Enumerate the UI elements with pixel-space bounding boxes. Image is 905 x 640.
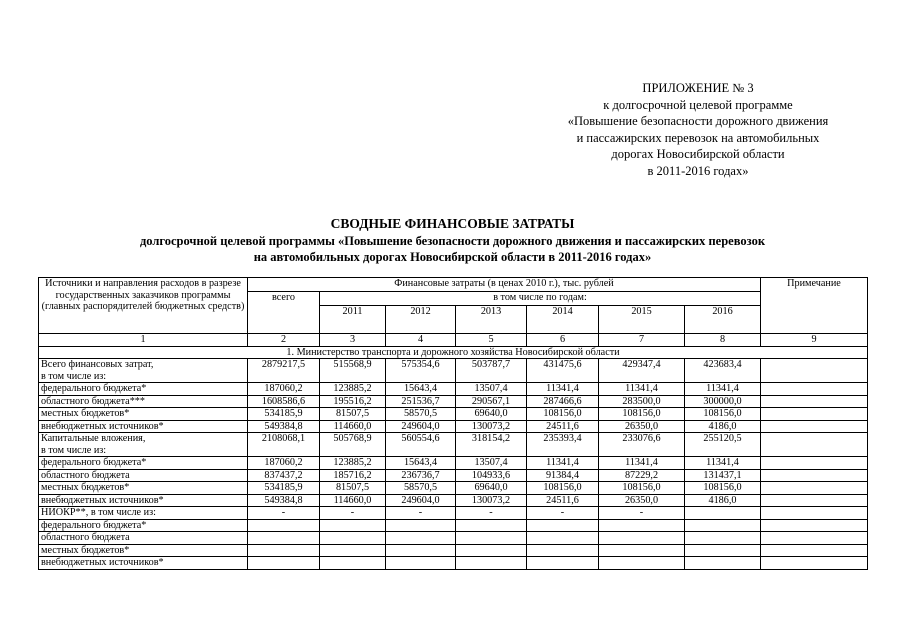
- header-total: всего: [248, 292, 320, 334]
- row-label-text: областного бюджета***: [41, 395, 145, 407]
- value-year: 131437,1: [685, 469, 761, 482]
- appendix-line: к долгосрочной целевой программе: [603, 97, 793, 112]
- column-number: 7: [599, 334, 685, 347]
- column-number: 3: [320, 334, 386, 347]
- value-year: [599, 519, 685, 532]
- row-note: [761, 557, 868, 570]
- row-label: [39, 469, 248, 482]
- section-heading: 1. Министерство транспорта и дорожного хозяйства Новосибирской области: [39, 346, 868, 359]
- row-label: [39, 408, 248, 421]
- header-note: Примечание: [761, 278, 868, 334]
- value-year: 87229,2: [599, 469, 685, 482]
- table-row: [39, 544, 868, 557]
- value-year: 575354,6: [386, 359, 456, 383]
- column-number: 6: [527, 334, 599, 347]
- value-year: 185716,2: [320, 469, 386, 482]
- value-year: 429347,4: [599, 359, 685, 383]
- header-year: 2012: [386, 306, 456, 334]
- row-label: [39, 494, 248, 507]
- value-year: 123885,2: [320, 383, 386, 396]
- value-year: 287466,6: [527, 395, 599, 408]
- column-number: 5: [456, 334, 527, 347]
- row-label-text: областного бюджета: [41, 532, 130, 543]
- value-year: [386, 519, 456, 532]
- table-row: [39, 557, 868, 570]
- header-year: 2014: [527, 306, 599, 334]
- value-year: 233076,6: [599, 433, 685, 457]
- header-sources: Источники и направления расходов в разрезе государственных заказчиков программы (главных распорядителей бюджетных средств): [39, 278, 248, 334]
- value-year: 318154,2: [456, 433, 527, 457]
- value-year: [456, 532, 527, 545]
- row-label-subtext: в том числе из:: [41, 370, 107, 382]
- value-year: 108156,0: [599, 482, 685, 495]
- value-year: [386, 557, 456, 570]
- value-year: 114660,0: [320, 420, 386, 433]
- value-total: 549384,8: [248, 420, 320, 433]
- value-year: [320, 532, 386, 545]
- row-note: [761, 408, 868, 421]
- value-total: [248, 544, 320, 557]
- table-row: [39, 359, 868, 383]
- row-note: [761, 482, 868, 495]
- value-year: 58570,5: [386, 408, 456, 421]
- value-year: 26350,0: [599, 420, 685, 433]
- value-year: 11341,4: [685, 383, 761, 396]
- value-year: [685, 544, 761, 557]
- value-year: [685, 532, 761, 545]
- table-row: [39, 383, 868, 396]
- column-number: 1: [39, 334, 248, 347]
- header-year: 2013: [456, 306, 527, 334]
- row-label-text: областного бюджета: [41, 469, 130, 481]
- header-by-years: в том числе по годам:: [320, 292, 761, 306]
- column-number: 2: [248, 334, 320, 347]
- appendix-line: и пассажирских перевозок на автомобильных: [576, 130, 820, 145]
- table-row: [39, 519, 868, 532]
- value-total: 187060,2: [248, 457, 320, 470]
- appendix-line: ПРИЛОЖЕНИЕ № 3: [642, 81, 754, 95]
- table-row: [39, 420, 868, 433]
- value-total: 1608586,6: [248, 395, 320, 408]
- value-total: [248, 519, 320, 532]
- value-year: [527, 557, 599, 570]
- table-row: [39, 395, 868, 408]
- value-year: 515568,9: [320, 359, 386, 383]
- value-year: 251536,7: [386, 395, 456, 408]
- value-year: 249604,0: [386, 494, 456, 507]
- value-total: -: [248, 507, 320, 520]
- row-label-text: Капитальные вложения,: [41, 433, 146, 444]
- value-total: 2108068,1: [248, 433, 320, 457]
- row-note: [761, 469, 868, 482]
- appendix-line: в 2011-2016 годах»: [647, 163, 749, 178]
- value-total: 837437,2: [248, 469, 320, 482]
- value-year: 108156,0: [599, 408, 685, 421]
- row-label: [39, 557, 248, 570]
- value-year: 11341,4: [685, 457, 761, 470]
- row-label: [39, 359, 248, 383]
- table-row: [39, 507, 868, 520]
- column-number: 4: [386, 334, 456, 347]
- value-year: 503787,7: [456, 359, 527, 383]
- value-total: [248, 557, 320, 570]
- row-note: [761, 544, 868, 557]
- value-year: 108156,0: [527, 408, 599, 421]
- table-row: [39, 494, 868, 507]
- row-label: [39, 433, 248, 457]
- value-year: 431475,6: [527, 359, 599, 383]
- value-year: 69640,0: [456, 482, 527, 495]
- row-note: [761, 420, 868, 433]
- value-year: 108156,0: [685, 482, 761, 495]
- row-note: [761, 494, 868, 507]
- row-label-text: местных бюджетов*: [41, 482, 130, 493]
- value-year: 24511,6: [527, 494, 599, 507]
- row-label: [39, 532, 248, 545]
- row-note: [761, 519, 868, 532]
- value-year: -: [527, 507, 599, 520]
- value-year: 4186,0: [685, 494, 761, 507]
- row-label-text: внебюджетных источников*: [41, 557, 164, 568]
- value-year: -: [386, 507, 456, 520]
- appendix-line: дорогах Новосибирской области: [611, 147, 785, 161]
- value-year: 108156,0: [527, 482, 599, 495]
- value-year: [386, 544, 456, 557]
- value-year: 130073,2: [456, 494, 527, 507]
- value-total: 534185,9: [248, 408, 320, 421]
- row-label: [39, 395, 248, 408]
- value-total: 187060,2: [248, 383, 320, 396]
- value-year: 255120,5: [685, 433, 761, 457]
- value-total: 2879217,5: [248, 359, 320, 383]
- header-year: 2015: [599, 306, 685, 334]
- row-note: [761, 383, 868, 396]
- value-year: 81507,5: [320, 482, 386, 495]
- value-year: [685, 557, 761, 570]
- title-main: СВОДНЫЕ ФИНАНСОВЫЕ ЗАТРАТЫ: [330, 216, 575, 231]
- row-label: [39, 457, 248, 470]
- value-year: -: [599, 507, 685, 520]
- table-row: [39, 482, 868, 495]
- row-label-text: местных бюджетов*: [41, 544, 130, 556]
- value-total: [248, 532, 320, 545]
- row-note: [761, 457, 868, 470]
- value-year: [320, 557, 386, 570]
- value-year: 91384,4: [527, 469, 599, 482]
- value-year: [456, 519, 527, 532]
- value-year: 11341,4: [599, 383, 685, 396]
- value-year: [320, 519, 386, 532]
- row-note: [761, 507, 868, 520]
- value-year: 11341,4: [527, 457, 599, 470]
- value-year: [685, 507, 761, 520]
- value-year: 560554,6: [386, 433, 456, 457]
- value-total: 549384,8: [248, 494, 320, 507]
- value-year: 249604,0: [386, 420, 456, 433]
- value-year: [599, 532, 685, 545]
- row-label-text: внебюджетных источников*: [41, 420, 164, 432]
- financial-table: [38, 277, 868, 570]
- value-year: 13507,4: [456, 457, 527, 470]
- value-year: [599, 544, 685, 557]
- value-year: 235393,4: [527, 433, 599, 457]
- title-subtitle-2: на автомобильных дорогах Новосибирской области в 2011-2016 годах»: [253, 250, 652, 264]
- column-number: 9: [761, 334, 868, 347]
- table-row: [39, 408, 868, 421]
- row-label: [39, 507, 248, 520]
- value-year: 104933,6: [456, 469, 527, 482]
- value-year: 24511,6: [527, 420, 599, 433]
- value-year: 15643,4: [386, 457, 456, 470]
- table-row: [39, 532, 868, 545]
- appendix-header: [528, 80, 868, 179]
- row-label-text: федерального бюджета*: [41, 383, 147, 394]
- row-label: [39, 420, 248, 433]
- table-row: [39, 469, 868, 482]
- row-label-text: федерального бюджета*: [41, 457, 147, 468]
- value-year: 236736,7: [386, 469, 456, 482]
- value-year: -: [320, 507, 386, 520]
- header-year: 2011: [320, 306, 386, 334]
- value-year: [456, 557, 527, 570]
- row-label-text: федерального бюджета*: [41, 519, 147, 531]
- row-label-text: Всего финансовых затрат,: [41, 359, 154, 370]
- value-year: [386, 532, 456, 545]
- value-year: 58570,5: [386, 482, 456, 495]
- value-year: 123885,2: [320, 457, 386, 470]
- row-label: [39, 482, 248, 495]
- value-year: [599, 557, 685, 570]
- table-row: [39, 457, 868, 470]
- value-year: 13507,4: [456, 383, 527, 396]
- document-title: [0, 216, 905, 266]
- table-row: [39, 433, 868, 457]
- value-year: 26350,0: [599, 494, 685, 507]
- value-year: [527, 544, 599, 557]
- value-year: 195516,2: [320, 395, 386, 408]
- row-note: [761, 359, 868, 383]
- value-year: 15643,4: [386, 383, 456, 396]
- row-label-text: НИОКР**, в том числе из:: [41, 507, 156, 518]
- value-year: 283500,0: [599, 395, 685, 408]
- value-year: 300000,0: [685, 395, 761, 408]
- row-label-subtext: в том числе из:: [41, 444, 107, 456]
- row-note: [761, 433, 868, 457]
- value-year: 69640,0: [456, 408, 527, 421]
- value-year: 505768,9: [320, 433, 386, 457]
- header-year: 2016: [685, 306, 761, 334]
- row-label-text: внебюджетных источников*: [41, 494, 164, 506]
- value-year: [456, 544, 527, 557]
- value-year: [527, 532, 599, 545]
- row-label-text: местных бюджетов*: [41, 408, 130, 419]
- value-year: 114660,0: [320, 494, 386, 507]
- row-label: [39, 383, 248, 396]
- value-year: 290567,1: [456, 395, 527, 408]
- title-subtitle-1: долгосрочной целевой программы «Повышение безопасности дорожного движения и пассажирских перевозок: [139, 233, 766, 248]
- row-note: [761, 532, 868, 545]
- value-year: [320, 544, 386, 557]
- row-note: [761, 395, 868, 408]
- value-year: 130073,2: [456, 420, 527, 433]
- value-year: 11341,4: [599, 457, 685, 470]
- value-year: -: [456, 507, 527, 520]
- row-label: [39, 519, 248, 532]
- value-year: 11341,4: [527, 383, 599, 396]
- value-year: [685, 519, 761, 532]
- column-number: 8: [685, 334, 761, 347]
- appendix-line: «Повышение безопасности дорожного движения: [567, 114, 829, 128]
- value-total: 534185,9: [248, 482, 320, 495]
- value-year: 423683,4: [685, 359, 761, 383]
- header-costs: Финансовые затраты (в ценах 2010 г.), тыс. рублей: [248, 278, 761, 292]
- value-year: 4186,0: [685, 420, 761, 433]
- value-year: [527, 519, 599, 532]
- value-year: 108156,0: [685, 408, 761, 421]
- value-year: 81507,5: [320, 408, 386, 421]
- row-label: [39, 544, 248, 557]
